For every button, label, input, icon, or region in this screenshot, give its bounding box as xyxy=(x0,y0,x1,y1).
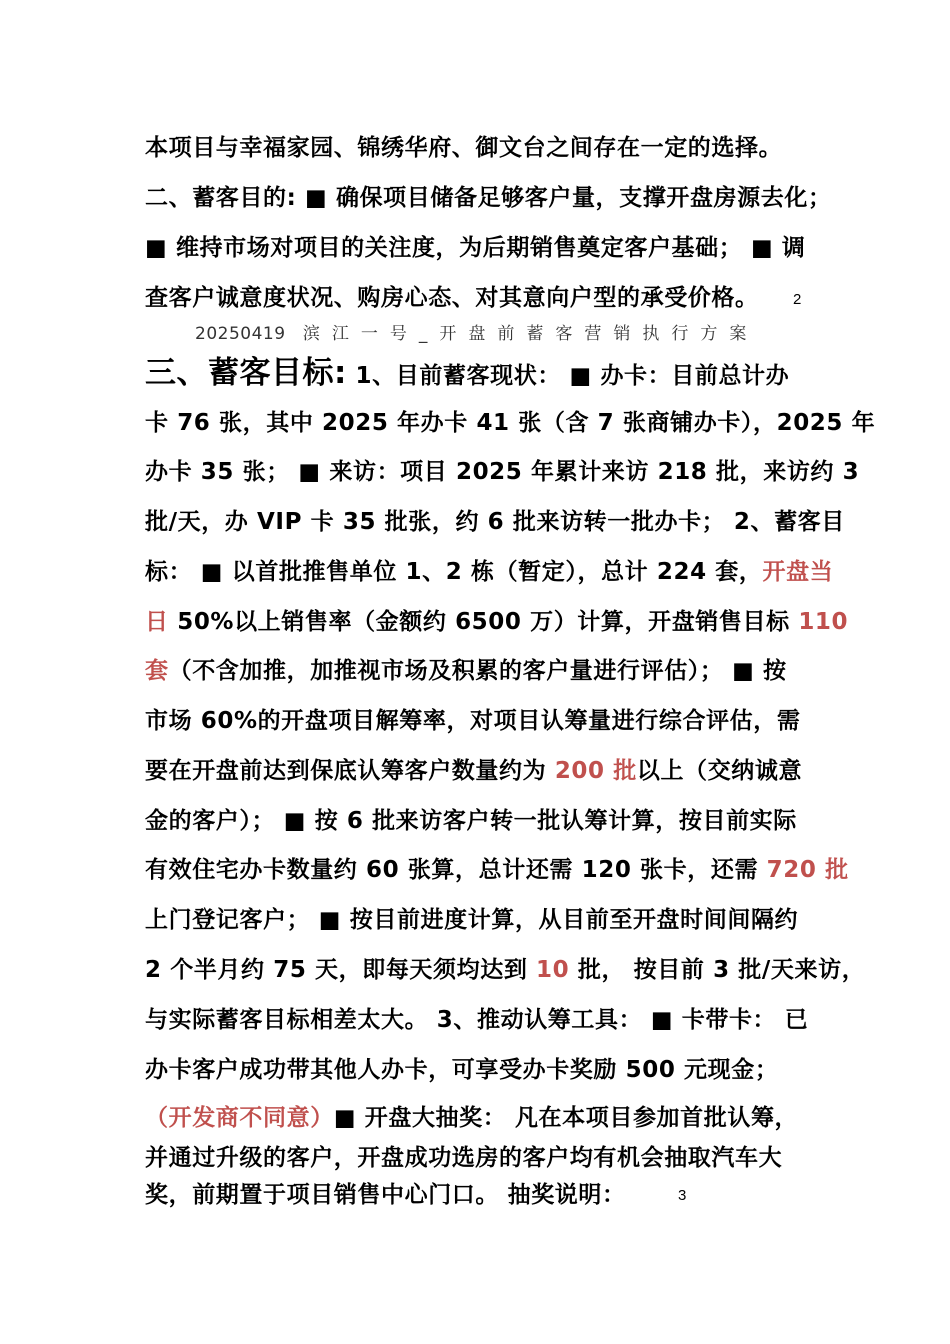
text-line-16: 上门登记客户； ■ 按目前进度计算，从目前至开盘时间间隔约 xyxy=(145,907,799,933)
text-line-13 xyxy=(145,756,802,786)
text-segment: ■ 开盘大抽奖： 凡在本项目参加首批认筹， xyxy=(333,1105,799,1131)
text-line-15 xyxy=(145,855,849,885)
header-date: 20250419 xyxy=(195,324,286,344)
text-line-1: 本项目与幸福家园、锦绣华府、御文台之间存在一定的选择。 xyxy=(145,135,783,161)
text-line-10 xyxy=(145,607,848,637)
text-line-3: ■ 维持市场对项目的关注度，为后期销售奠定客户基础； ■ 调 xyxy=(145,235,806,261)
text-line-6: 卡 76 张，其中 2025 年办卡 41 张（含 7 张商铺办卡），2025 年 xyxy=(145,410,876,436)
text-line-18: 与实际蓄客目标相差太大。 3、推动认筹工具： ■ 卡带卡： 已 xyxy=(145,1007,809,1033)
text-line-20 xyxy=(145,1103,798,1133)
highlight-text: 日 xyxy=(145,609,169,635)
text-segment: 2 个半月约 75 天，即每天须均达到 xyxy=(145,957,537,983)
text-line-12: 市场 60%的开盘项目解筹率，对项目认筹量进行综合评估，需 xyxy=(145,708,801,734)
text-segment: （不含加推，加推视市场及积累的客户量进行评估）； ■ 按 xyxy=(168,658,787,684)
section-3-line-1 xyxy=(145,355,790,391)
highlight-text: （开发商不同意） xyxy=(145,1105,334,1131)
text-segment: 要在开盘前达到保底认筹客户数量约为 xyxy=(145,758,555,784)
page-number: 2 xyxy=(793,291,802,308)
text-segment: 以上（交纳诚意 xyxy=(636,758,803,784)
text-line-8: 批/天，办 VIP 卡 35 批张，约 6 批来访转一批办卡； 2、蓄客目 xyxy=(145,509,845,535)
text-segment: 50%以上销售率（金额约 6500 万）计算，开盘销售目标 xyxy=(168,609,799,635)
section-3-line-1-text: 1、目前蓄客现状： ■ 办卡：目前总计办 xyxy=(346,363,790,389)
text-line-14: 金的客户）； ■ 按 6 批来访客户转一批认筹计算，按目前实际 xyxy=(145,808,797,834)
text-line-9 xyxy=(145,557,833,587)
text-line-11 xyxy=(145,656,787,686)
highlight-text: 200 批 xyxy=(554,758,637,784)
text-line-7: 办卡 35 张； ■ 来访：项目 2025 年累计来访 218 批，来访约 3 xyxy=(145,459,860,485)
text-line-22: 奖，前期置于项目销售中心门口。 抽奖说明： xyxy=(145,1182,626,1208)
running-header xyxy=(195,321,758,347)
text-line-19: 办卡客户成功带其他人办卡，可享受办卡奖励 500 元现金； xyxy=(145,1057,779,1083)
highlight-text: 开盘当 xyxy=(762,559,834,585)
text-segment: 有效住宅办卡数量约 60 张算，总计还需 120 张卡，还需 xyxy=(145,857,767,883)
highlight-text: 套 xyxy=(145,658,169,684)
text-line-4: 查客户诚意度状况、购房心态、对其意向户型的承受价格。 xyxy=(145,285,759,311)
page-number: 3 xyxy=(678,1187,687,1204)
text-segment: 批， 按目前 3 批/天来访， xyxy=(569,957,866,983)
section-heading: 三、蓄客目标: xyxy=(145,355,347,391)
text-line-17 xyxy=(145,955,865,985)
text-line-21: 并通过升级的客户，开盘成功选房的客户均有机会抽取汽车大 xyxy=(145,1145,783,1171)
highlight-text: 720 批 xyxy=(766,857,849,883)
highlight-text: 110 xyxy=(798,609,849,635)
header-title: 滨江一号_开盘前蓄客营销执行方案 xyxy=(285,324,759,344)
text-segment: 标： ■ 以首批推售单位 1、2 栋（暂定），总计 224 套， xyxy=(145,559,763,585)
highlight-text: 10 xyxy=(536,957,570,983)
text-line-2: 二、蓄客目的: ■ 确保项目储备足够客户量，支撑开盘房源去化； xyxy=(145,185,832,211)
